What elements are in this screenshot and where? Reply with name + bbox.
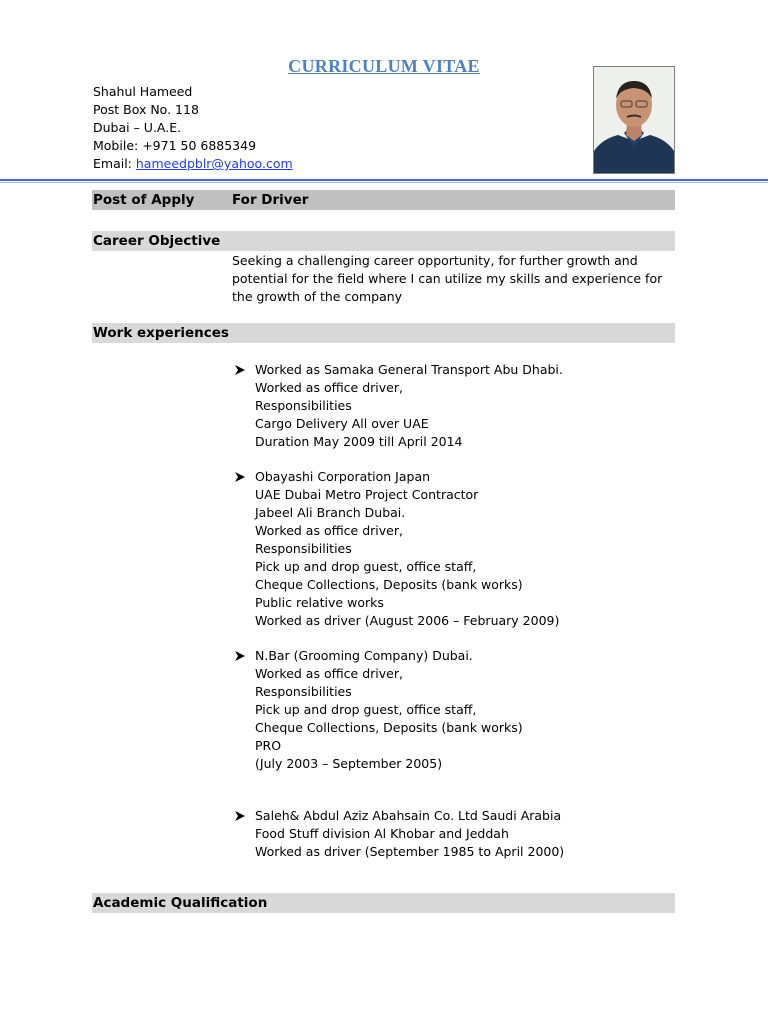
career-objective-bar [92, 231, 675, 251]
post-of-apply-label: Post of Apply [93, 192, 195, 208]
job-line: Responsibilities [255, 398, 352, 413]
job-line: PRO [255, 738, 282, 753]
job-line: Pick up and drop guest, office staff, [255, 559, 477, 574]
academic-qualification-heading: Academic Qualification [93, 895, 268, 911]
job-entry-3 [233, 647, 523, 773]
contact-mobile: Mobile: +971 50 6885349 [93, 138, 257, 153]
contact-email-link[interactable]: hameedpblr@yahoo.com [135, 156, 293, 171]
header-divider [0, 179, 768, 181]
profile-photo-image [594, 67, 674, 173]
bullet-arrow-icon [233, 468, 247, 486]
work-experience-heading: Work experiences [93, 325, 229, 341]
post-of-apply-value: For Driver [232, 192, 309, 208]
job-line: Cheque Collections, Deposits (bank works) [255, 720, 523, 735]
job-line: Worked as driver (August 2006 – February 2009) [255, 613, 560, 628]
job-line: N.Bar (Grooming Company) Dubai. [255, 648, 473, 663]
career-objective-heading: Career Objective [93, 233, 221, 249]
job-line: Cargo Delivery All over UAE [255, 416, 429, 431]
job-line: UAE Dubai Metro Project Contractor [255, 487, 479, 502]
job-line: Responsibilities [255, 684, 352, 699]
academic-qualification-bar [92, 893, 675, 913]
job-line: (July 2003 – September 2005) [255, 756, 443, 771]
job-entry-1-lines [255, 361, 563, 451]
job-line: Worked as Samaka General Transport Abu Dhabi. [255, 362, 563, 377]
career-objective-text: Seeking a challenging career opportunity, for further growth and potential for the field where I can utilize my skills and experience for the growth of the company [232, 253, 663, 304]
job-line: Cheque Collections, Deposits (bank works) [255, 577, 523, 592]
job-line: Responsibilities [255, 541, 352, 556]
job-line: Saleh& Abdul Aziz Abahsain Co. Ltd Saudi Arabia [255, 808, 562, 823]
bullet-arrow-icon [233, 361, 247, 379]
bullet-arrow-icon [233, 807, 247, 825]
job-entry-3-lines [255, 647, 523, 773]
contact-email-label: Email: [93, 156, 136, 171]
bullet-arrow-icon [233, 647, 247, 665]
job-line: Duration May 2009 till April 2014 [255, 434, 463, 449]
job-line: Worked as driver (September 1985 to April 2000) [255, 844, 565, 859]
work-experience-bar [92, 323, 675, 343]
job-line: Food Stuff division Al Khobar and Jeddah [255, 826, 509, 841]
contact-address-line-2: Dubai – U.A.E. [93, 120, 182, 135]
contact-address-line-1: Post Box No. 118 [93, 102, 199, 117]
job-entry-2-lines [255, 468, 559, 630]
job-entry-1 [233, 361, 563, 451]
job-entry-4 [233, 807, 564, 861]
job-line: Pick up and drop guest, office staff, [255, 702, 477, 717]
job-line: Jabeel Ali Branch Dubai. [255, 505, 406, 520]
contact-block [93, 83, 293, 173]
contact-name: Shahul Hameed [93, 84, 193, 99]
job-line: Worked as office driver, [255, 666, 403, 681]
header-divider-thin [0, 182, 768, 183]
contact-email-row [93, 155, 293, 173]
document-title: CURRICULUM VITAE [288, 56, 480, 76]
job-entry-4-lines [255, 807, 564, 861]
job-line: Public relative works [255, 595, 384, 610]
profile-photo [593, 66, 675, 174]
job-entry-2 [233, 468, 559, 630]
post-of-apply-bar [92, 190, 675, 210]
job-line: Obayashi Corporation Japan [255, 469, 431, 484]
job-line: Worked as office driver, [255, 380, 403, 395]
job-line: Worked as office driver, [255, 523, 403, 538]
